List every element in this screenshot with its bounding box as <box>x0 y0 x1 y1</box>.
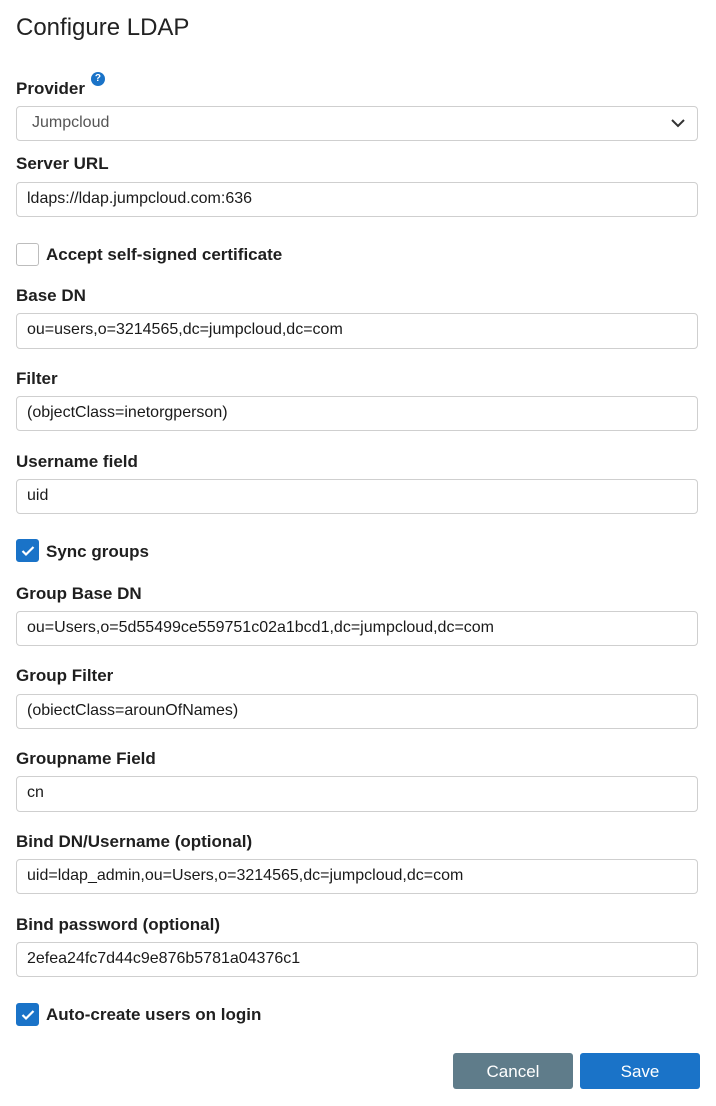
sync-groups-checkbox[interactable] <box>16 539 39 562</box>
base-dn-input[interactable]: ou=users,o=3214565,dc=jumpcloud,dc=com <box>16 313 698 349</box>
group-filter-input[interactable]: (obiectClass=arounOfNames) <box>16 694 698 729</box>
auto-create-users-label: Auto-create users on login <box>46 1005 262 1024</box>
auto-create-users-checkbox[interactable] <box>16 1003 39 1026</box>
base-dn-label: Base DN <box>16 286 86 305</box>
group-base-dn-input[interactable]: ou=Users,o=5d55499ce559751c02a1bcd1,dc=jumpcloud,dc=com <box>16 611 698 646</box>
bind-dn-label: Bind DN/Username (optional) <box>16 832 253 851</box>
checkmark-icon <box>21 545 35 557</box>
filter-input[interactable]: (objectClass=inetorgperson) <box>16 396 698 431</box>
groupname-field-input[interactable]: cn <box>16 776 698 812</box>
bind-dn-input[interactable]: uid=ldap_admin,ou=Users,o=3214565,dc=jumpcloud,dc=com <box>16 859 698 894</box>
username-field-input[interactable]: uid <box>16 479 698 514</box>
question-circle-icon[interactable]: ? <box>91 72 105 86</box>
group-base-dn-label: Group Base DN <box>16 584 142 603</box>
username-field-label: Username field <box>16 452 138 471</box>
provider-label <box>16 73 105 100</box>
checkmark-icon <box>21 1009 35 1021</box>
provider-label-text: Provider <box>16 79 85 98</box>
cancel-button[interactable]: Cancel <box>453 1053 573 1089</box>
bind-password-label: Bind password (optional) <box>16 915 220 934</box>
accept-self-signed-checkbox[interactable] <box>16 243 39 266</box>
server-url-label: Server URL <box>16 154 109 173</box>
group-filter-label: Group Filter <box>16 666 114 685</box>
page-title: Configure LDAP <box>16 14 190 41</box>
server-url-input[interactable]: ldaps://ldap.jumpcloud.com:636 <box>16 182 698 217</box>
provider-select[interactable] <box>16 106 698 141</box>
provider-selected-value: Jumpcloud <box>32 114 110 131</box>
save-button[interactable]: Save <box>580 1053 700 1089</box>
accept-self-signed-label: Accept self-signed certificate <box>46 245 283 264</box>
groupname-field-label: Groupname Field <box>16 749 156 768</box>
filter-label: Filter <box>16 369 58 388</box>
sync-groups-label: Sync groups <box>46 542 149 561</box>
chevron-down-icon <box>671 118 685 128</box>
bind-password-input[interactable]: 2efea24fc7d44c9e876b5781a04376c1 <box>16 942 698 977</box>
